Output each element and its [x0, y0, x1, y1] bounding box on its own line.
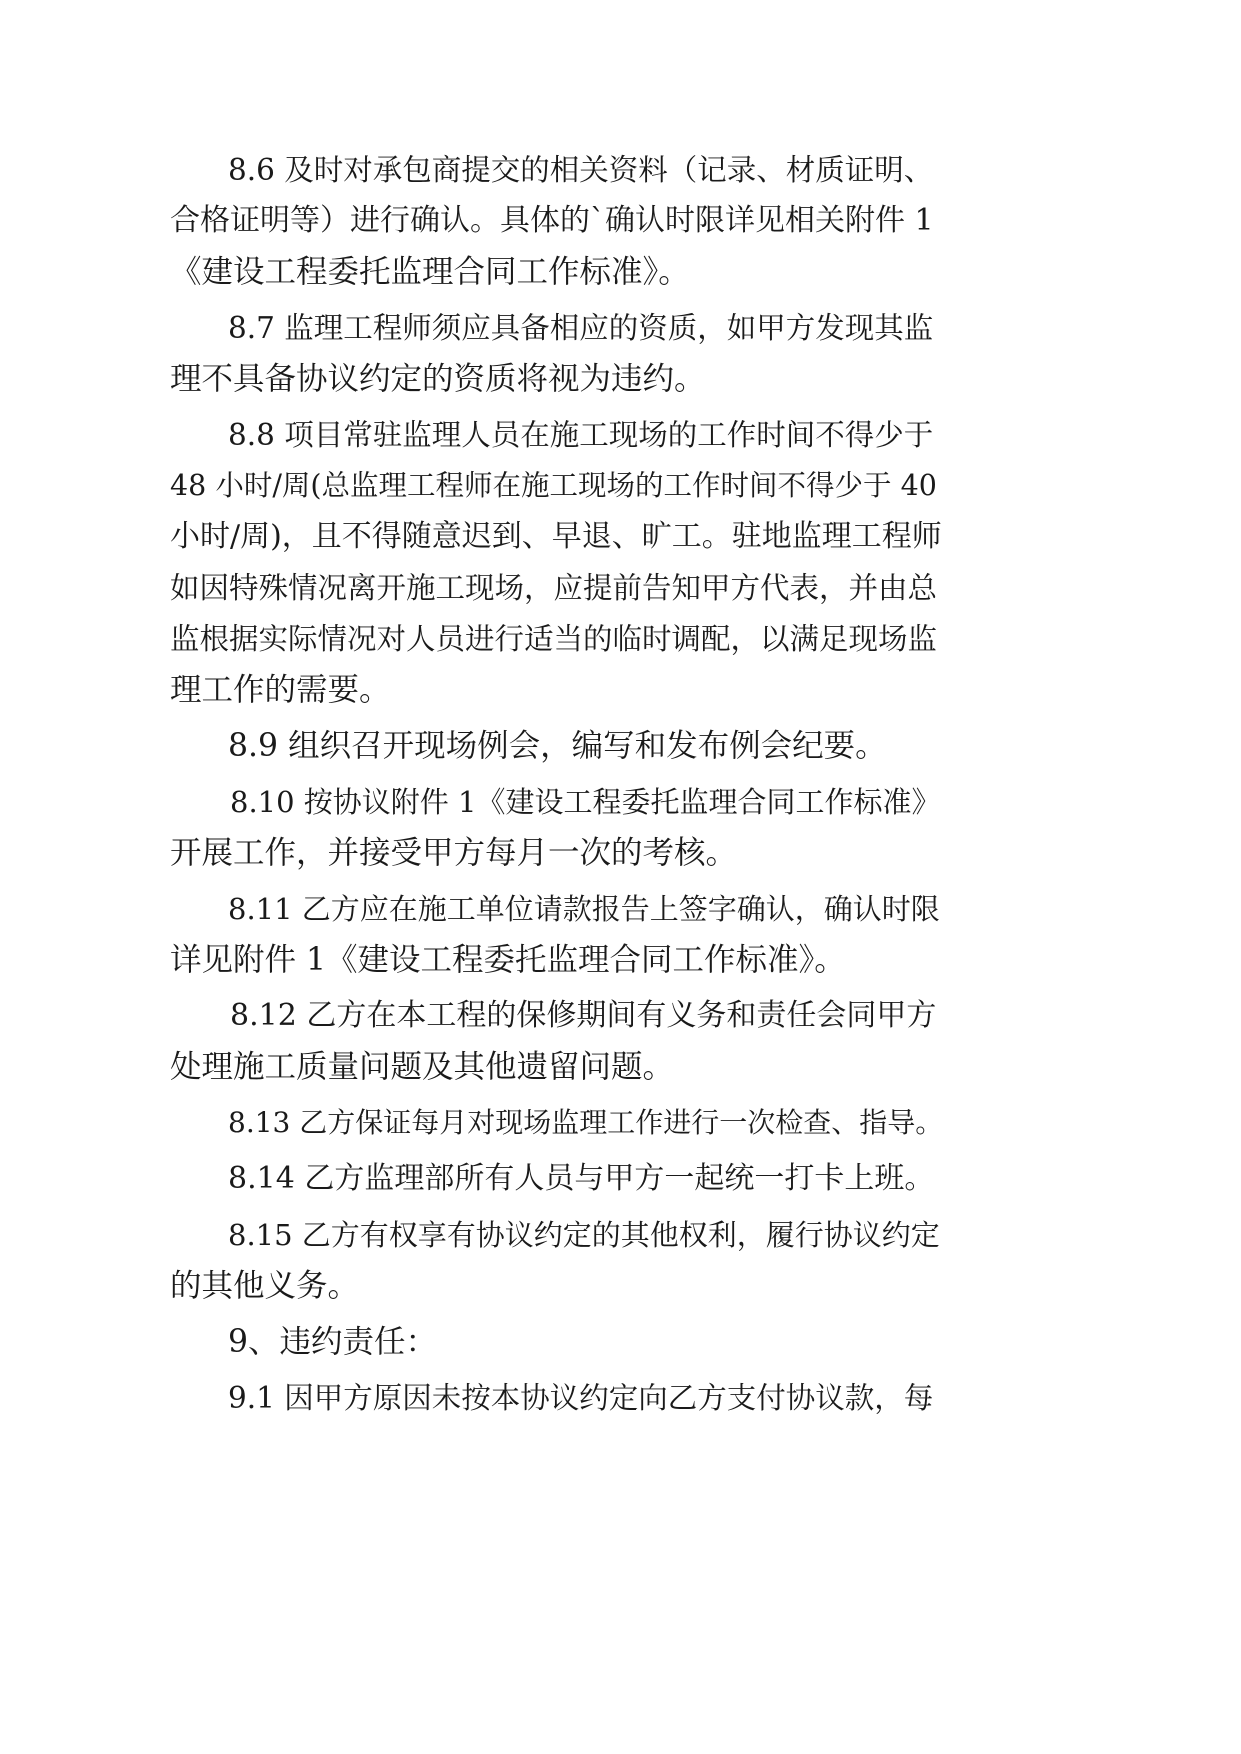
text-line: 理不具备协议约定的资质将视为违约。 [170, 361, 706, 397]
text-line: 8.7 监理工程师须应具备相应的资质，如甲方发现其监 [228, 311, 934, 345]
text-line: 理工作的需要。 [170, 672, 391, 708]
text-line: 监根据实际情况对人员进行适当的临时调配，以满足现场监 [170, 622, 938, 656]
text-line: 8.6 及时对承包商提交的相关资料（记录、材质证明、 [228, 153, 934, 187]
text-line: 合格证明等）进行确认。具体的`确认时限详见相关附件 1 [170, 203, 934, 238]
text-line: 如因特殊情况离开施工现场，应提前告知甲方代表，并由总 [170, 571, 938, 605]
text-line: 的其他义务。 [170, 1268, 360, 1304]
text-line: 详见附件 1《建设工程委托监理合同工作标准》。 [170, 942, 846, 978]
text-line: 处理施工质量问题及其他遗留问题。 [170, 1049, 675, 1085]
text-line: 8.9 组织召开现场例会，编写和发布例会纪要。 [228, 728, 887, 764]
text-line: 8.14 乙方监理部所有人员与甲方一起统一打卡上班。 [228, 1161, 935, 1196]
text-line: 48 小时/周(总监理工程师在施工现场的工作时间不得少于 40 [170, 469, 937, 502]
text-line: 8.11 乙方应在施工单位请款报告上签字确认，确认时限 [228, 892, 940, 926]
text-line: 8.13 乙方保证每月对现场监理工作进行一次检查、指导。 [228, 1106, 944, 1139]
text-line: 8.15 乙方有权享有协议约定的其他权利，履行协议约定 [228, 1218, 940, 1252]
text-line: 8.12 乙方在本工程的保修期间有义务和责任会同甲方 [230, 998, 937, 1033]
text-line: 8.10 按协议附件 1《建设工程委托监理合同工作标准》 [230, 785, 941, 819]
text-line: 9、违约责任： [228, 1324, 438, 1360]
text-line: 开展工作，并接受甲方每月一次的考核。 [170, 835, 738, 871]
text-line: 8.8 项目常驻监理人员在施工现场的工作时间不得少于 [228, 418, 934, 452]
text-line: 9.1 因甲方原因未按本协议约定向乙方支付协议款，每 [228, 1381, 934, 1415]
text-line: 《建设工程委托监理合同工作标准》。 [170, 254, 690, 290]
text-line: 小时/周)，且不得随意迟到、早退、旷工。驻地监理工程师 [170, 519, 942, 554]
